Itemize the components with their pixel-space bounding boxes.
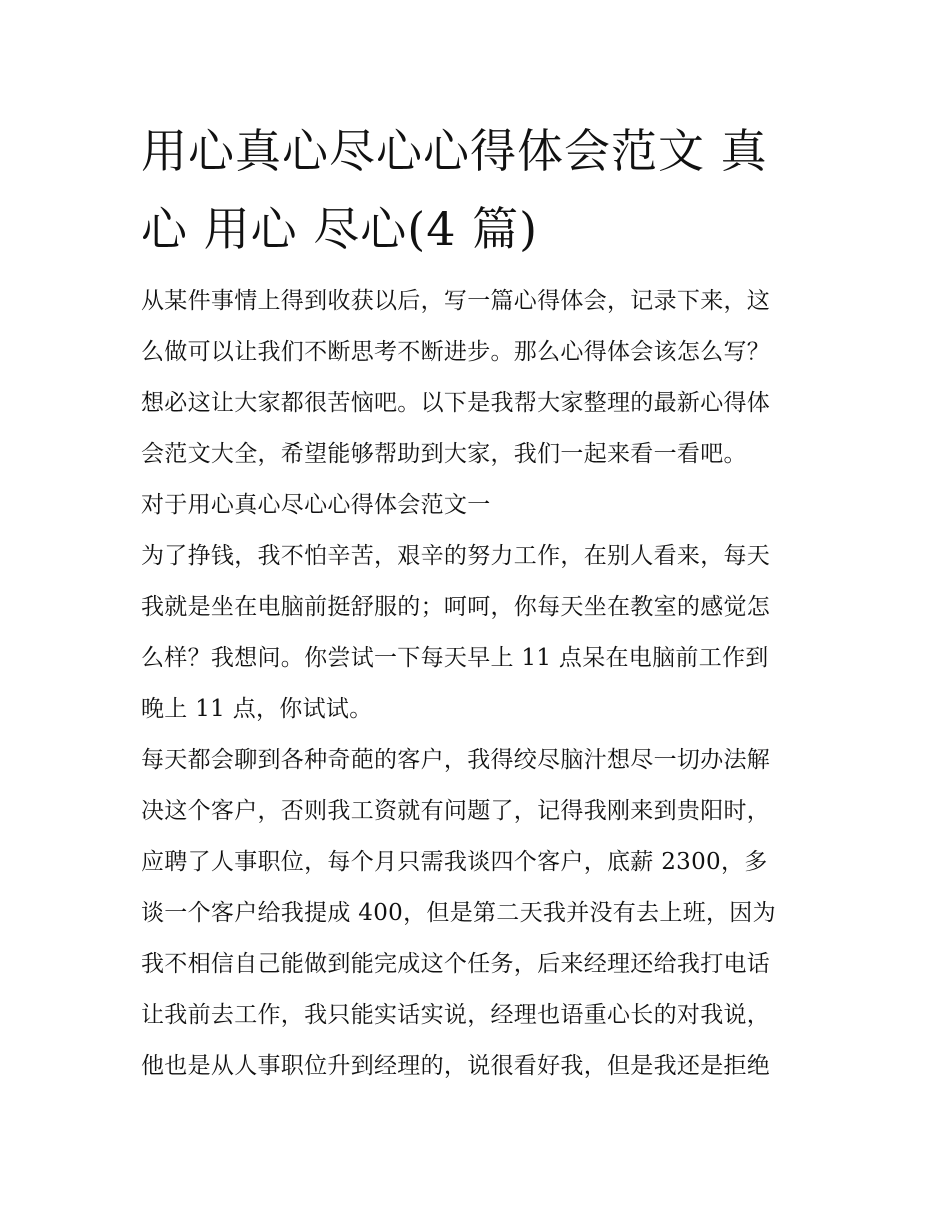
body-paragraph [141, 735, 813, 1092]
text-line: 我就是坐在电脑前挺舒服的；呵呵，你每天坐在教室的感觉怎 [141, 594, 771, 620]
text-line: 应聘了人事职位，每个月只需我谈四个客户，底薪 2300，多 [141, 849, 768, 875]
section-heading [141, 480, 813, 531]
text-line: 让我前去工作，我只能实话实说，经理也语重心长的对我说， [141, 1002, 771, 1028]
text-line: 每天都会聊到各种奇葩的客户，我得绞尽脑汁想尽一切办法解 [141, 747, 771, 773]
text-line: 想必这让大家都很苦恼吧。以下是我帮大家整理的最新心得体 [141, 390, 771, 416]
document-body [141, 276, 813, 1092]
text-line: 对于用心真心尽心心得体会范文一 [141, 492, 491, 518]
text-line: 谈一个客户给我提成 400，但是第二天我并没有去上班，因为 [141, 900, 776, 926]
title-line: 心 用心 尽心(4 篇) [141, 202, 539, 256]
text-line: 么样？我想问。你尝试一下每天早上 11 点呆在电脑前工作到 [141, 645, 769, 671]
text-line: 么做可以让我们不断思考不断进步。那么心得体会该怎么写？ [141, 339, 771, 365]
title-line: 用心真心尽心心得体会范文 真 [141, 124, 768, 178]
text-line: 晚上 11 点，你试试。 [141, 696, 373, 722]
text-line: 他也是从人事职位升到经理的，说很看好我，但是我还是拒绝 [141, 1053, 771, 1079]
text-line: 为了挣钱，我不怕辛苦，艰辛的努力工作，在别人看来，每天 [141, 543, 771, 569]
text-line: 决这个客户，否则我工资就有问题了，记得我刚来到贵阳时， [141, 798, 771, 824]
document-content [141, 112, 813, 1092]
intro-paragraph [141, 276, 813, 480]
text-line: 我不相信自己能做到能完成这个任务，后来经理还给我打电话 [141, 951, 771, 977]
text-line: 从某件事情上得到收获以后，写一篇心得体会，记录下来，这 [141, 288, 771, 314]
body-paragraph [141, 531, 813, 735]
text-line: 会范文大全，希望能够帮助到大家，我们一起来看一看吧。 [141, 441, 747, 467]
document-title [141, 112, 813, 268]
